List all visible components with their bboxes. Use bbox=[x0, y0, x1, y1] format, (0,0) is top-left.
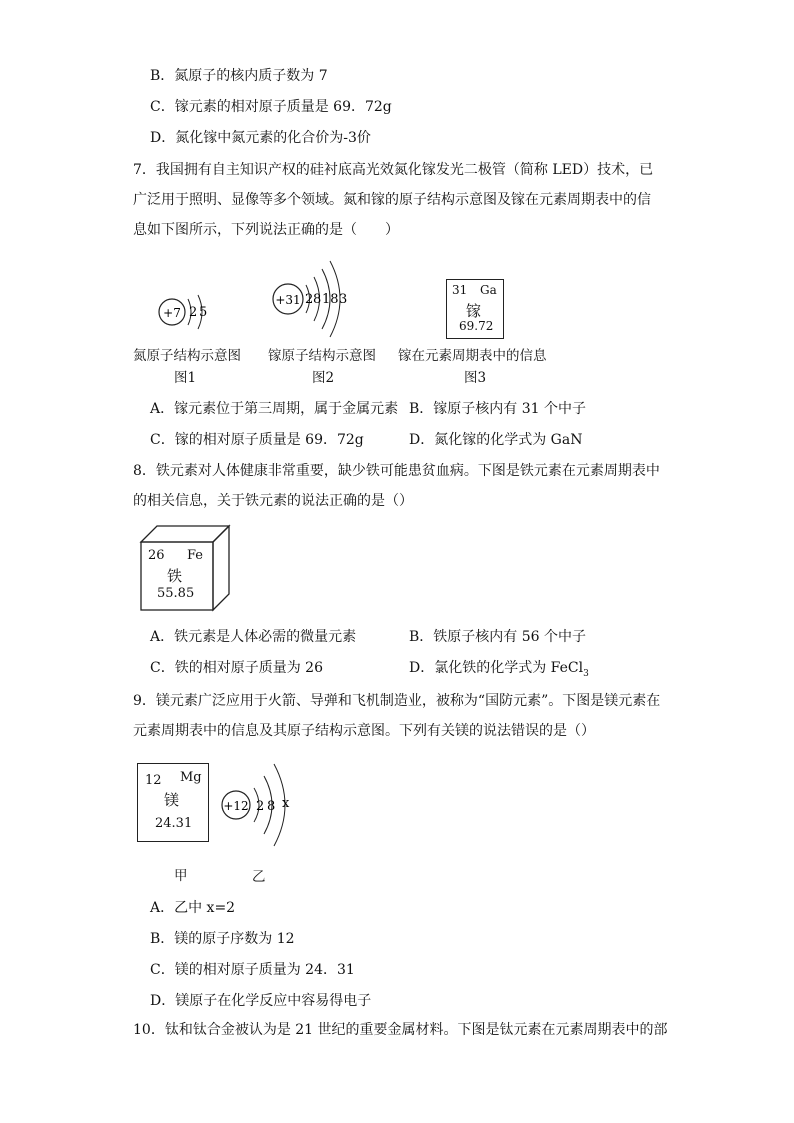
q8-option-d: D．氯化铁的化学式为 FeCl$_3$ bbox=[409, 660, 589, 679]
q6-option-b: B．氮原子的核内质子数为 7 bbox=[150, 68, 328, 84]
ga-symbol: Ga bbox=[480, 283, 497, 297]
q8-option-b: B．铁原子核内有 56 个中子 bbox=[409, 629, 587, 645]
ga-shell-4: 3 bbox=[339, 292, 348, 307]
n-shell-1: 2 bbox=[189, 305, 198, 320]
q9-option-b: B．镁的原子序数为 12 bbox=[150, 931, 295, 947]
ga-atomic-number: 31 bbox=[452, 283, 468, 297]
q6-option-c: C．镓元素的相对原子质量是 69．72g bbox=[150, 99, 392, 115]
q6-option-d: D．氮化镓中氮元素的化合价为-3价 bbox=[150, 130, 371, 146]
q8-stem: 8．铁元素对人体健康非常重要，缺少铁可能患贫血病。下图是铁元素在元素周期表中的相关信息，关于铁元素的说法正确的是（） bbox=[133, 463, 660, 509]
fe-atomic-mass: 55.85 bbox=[157, 586, 195, 601]
nitrogen-atom-diagram bbox=[159, 295, 207, 329]
q7-option-c: C．镓的相对原子质量是 69．72g bbox=[150, 432, 364, 448]
gallium-element-cell bbox=[446, 279, 504, 339]
q9-option-a: A．乙中 x=2 bbox=[150, 900, 236, 916]
ga-nucleus: +31 bbox=[275, 293, 301, 307]
caption-ga-atom: 镓原子结构示意图 bbox=[268, 348, 376, 364]
ga-shell-1: 2 bbox=[305, 292, 314, 307]
mg-symbol: Mg bbox=[180, 770, 202, 785]
ga-atomic-mass: 69.72 bbox=[459, 319, 494, 333]
mg-shell-3: x bbox=[282, 796, 290, 811]
fig-label-jia: 甲 bbox=[174, 868, 188, 884]
q7-option-b: B．镓原子核内有 31 个中子 bbox=[409, 401, 587, 417]
magnesium-element-cell bbox=[137, 763, 209, 842]
q7-stem: 7．我国拥有自主知识产权的硅衬底高光效氮化镓发光二极管（简称 LED）技术，已广泛用于照明、显像等多个领域。氮和镓的原子结构示意图及镓在元素周期表中的信息如下图所示，下列说法正确的是（ ） bbox=[133, 162, 654, 238]
ga-shell-2: 8 bbox=[313, 292, 322, 307]
mg-atomic-number: 12 bbox=[145, 773, 162, 788]
ga-shell-3: 18 bbox=[322, 292, 339, 307]
q7-option-a: A．镓元素位于第三周期，属于金属元素 bbox=[150, 401, 399, 417]
mg-atomic-mass: 24.31 bbox=[155, 816, 193, 831]
iron-element-cell bbox=[141, 542, 213, 610]
q9-stem: 9．镁元素广泛应用于火箭、导弹和飞机制造业，被称为“国防元素”。下图是镁元素在元素周期表中的信息及其原子结构示意图。下列有关镁的说法错误的是（） bbox=[133, 693, 661, 739]
gallium-atom-diagram bbox=[273, 261, 347, 337]
fecl3-subscript: 3 bbox=[583, 668, 589, 679]
q9-option-d: D．镁原子在化学反应中容易得电子 bbox=[150, 993, 372, 1009]
mg-name: 镁 bbox=[164, 791, 180, 809]
ga-name: 镓 bbox=[466, 302, 482, 320]
q10-stem: 10．钛和钛合金被认为是 21 世纪的重要金属材料。下图是钛元素在元素周期表中的部 bbox=[133, 1022, 668, 1038]
q9-option-c: C．镁的相对原子质量为 24．31 bbox=[150, 962, 355, 978]
fe-name: 铁 bbox=[167, 567, 183, 585]
fe-atomic-number: 26 bbox=[148, 548, 165, 563]
fig-label-3: 图3 bbox=[464, 370, 487, 386]
mg-shell-2: 8 bbox=[267, 799, 276, 814]
mg-nucleus: +12 bbox=[223, 799, 249, 813]
q7-option-d: D．氮化镓的化学式为 GaN bbox=[409, 432, 583, 448]
caption-n-atom: 氮原子结构示意图 bbox=[133, 348, 241, 364]
fig-label-yi: 乙 bbox=[252, 869, 266, 885]
mg-shell-1: 2 bbox=[256, 799, 265, 814]
magnesium-atom-diagram bbox=[218, 758, 308, 850]
q8-option-c: C．铁的相对原子质量为 26 bbox=[150, 660, 323, 676]
fig-label-1: 图1 bbox=[174, 370, 197, 386]
caption-ga-cell: 镓在元素周期表中的信息 bbox=[398, 348, 547, 364]
fe-symbol: Fe bbox=[187, 548, 204, 563]
n-shell-2: 5 bbox=[199, 305, 208, 320]
fig-label-2: 图2 bbox=[312, 370, 335, 386]
n-nucleus: +7 bbox=[163, 306, 181, 320]
q8-option-a: A．铁元素是人体必需的微量元素 bbox=[150, 629, 357, 645]
